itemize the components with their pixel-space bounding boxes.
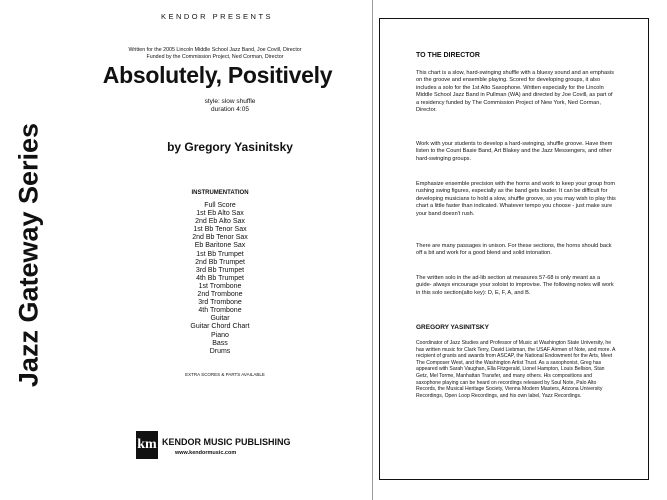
publisher-url[interactable]: www.kendormusic.com [175,450,237,456]
series-title: Jazz Gateway Series [13,122,44,388]
kendor-logo: km [136,431,158,459]
series-banner [8,40,50,470]
bio-heading: GREGORY YASINITSKY [416,324,489,331]
written-for: Written for the 2005 Lincoln Middle School Jazz Band, Joe Covill, Director [128,47,302,53]
piece-title: Absolutely, Positively [102,62,333,88]
director-paragraph: Work with your students to develop a hard-swinging, shuffle groove. Have them listen to the Count Basie Band, Art Blakey and the Jazz Messengers, and other hard-swinging groups. [416,141,613,162]
style-block [190,98,270,114]
to-director-heading: TO THE DIRECTOR [416,52,480,59]
instrument-item: Piano [211,331,229,339]
instrument-item: 3rd Trombone [198,299,242,307]
director-paragraph: There are many passages in unison. For these sections, the horns should back off a bit and work for a good blend and solid intonation. [416,243,612,257]
credits-block [90,47,340,61]
instrument-item: Eb Baritone Sax [194,242,246,250]
instrument-item: 4th Bb Trumpet [196,274,244,282]
instrument-item: 1st Trombone [198,282,242,290]
instrumentation-heading: INSTRUMENTATION [191,190,249,196]
instrument-item: 2nd Bb Tenor Sax [192,234,248,242]
instrument-item: 1st Bb Trumpet [196,250,244,258]
instrument-item: 2nd Trombone [197,291,243,299]
funded-by: Funded by the Commission Project, Ned Corman, Director [146,54,284,60]
instrument-item: 1st Eb Alto Sax [196,210,244,218]
instrument-item: Full Score [204,202,236,209]
style-line: style: slow shuffle [204,98,256,105]
duration-line: duration 4:05 [211,106,249,113]
extra-parts-note: EXTRA SCORES & PARTS AVAILABLE [185,372,265,377]
instrument-item: Drums [209,347,231,355]
instrument-item: 3rd Bb Trumpet [195,266,245,274]
instrument-item: 2nd Eb Alto Sax [195,218,245,226]
instrument-item: Bass [212,339,228,347]
instrument-item: 4th Trombone [198,307,242,315]
director-paragraph: The written solo in the ad-lib section at measures 57-68 is only meant as a guide- always encourage your soloist to improvise. The following notes will work in this solo section(alto key): D, E, F, A, and B. [416,275,614,296]
instrument-list [175,202,265,356]
composer-bio: Coordinator of Jazz Studies and Professor of Music at Washington State University, he has written music for Clark Terry, David Liebman, the USAF Airmen of Note, and more. A recipient of grants and awards from ASCAP, the National Endowment for the Arts, Meet The Composer West, and the Washington Artist Trust. As a saxophonist, Greg has appeared with Sarah Vaughan, Ella Fitzgerald, Lionel Hampton, Louis Bellson, Stan Getz, Mel Torme, Manhattan Transfer, and many others. His compositions and saxophone playing can be heard on recordings released by Soul Note, Palo Alto Records, the Musical Heritage Society, Vienna Modern Masters, Arizona University Recordings, Open Loop Recordings, and his own label, Yazz Recordings. [416,340,616,399]
presents-header: KENDOR PRESENTS [160,12,274,21]
publisher-name: KENDOR MUSIC PUBLISHING [162,437,291,447]
composer-byline: by Gregory Yasinitsky [167,140,293,154]
instrument-item: Guitar [210,315,230,323]
director-paragraph: This chart is a slow, hard-swinging shuffle with a bluesy sound and an emphasis on the groove and ensemble playing. Scored for developing groups, it also includes a solo for the 1st Alto Saxophone. Written especially for the Lincoln Middle School Jazz Band in Pullman (WA) and directed by Joe Covill, as part of a residency funded by The Commission Project of New York, Ned Corman, Director. [416,70,614,114]
instrument-item: 2nd Bb Trumpet [195,258,245,266]
instrument-item: Guitar Chord Chart [190,323,250,331]
instrument-item: 1st Bb Tenor Sax [193,226,247,234]
director-paragraph: Emphasize ensemble precision with the horns and work to keep your group from rushing swing figures, especially as the band gets louder. It can be difficult for developing musicians to hold a slow, shuffle groove, so you may wish to play this chart a little faster than indicated. Whatever tempo you choose - just make sure your band doesn't rush. [416,181,616,217]
